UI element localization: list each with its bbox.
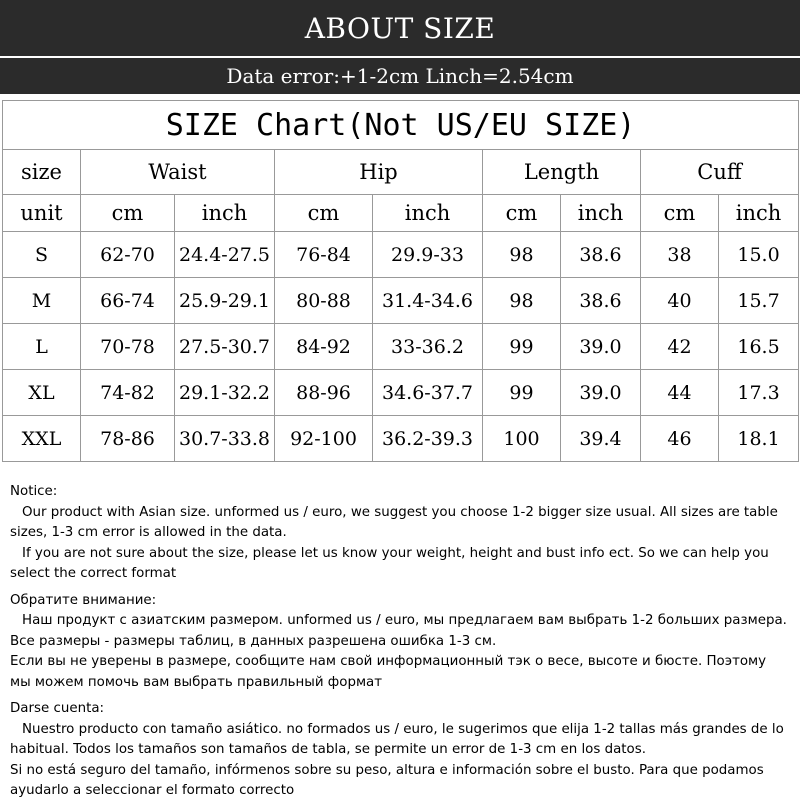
table-cell: 80-88 (275, 278, 373, 324)
table-row (3, 370, 799, 416)
size-chart-title: SIZE Chart(Not US/EU SIZE) (3, 101, 799, 150)
notice-es-paragraph: Nuestro producto con tamaño asiático. no formados us / euro, le sugerimos que elija 1-2 tallas más grandes de lo habitual. Todos los tamaños son tamaños de tabla, se permite un error de 1-3 cm en los datos. (10, 721, 784, 757)
notice-en-paragraph: If you are not sure about the size, please let us know your weight, height and bust info ect. So we can help you select the correct format (10, 545, 769, 581)
table-row (3, 324, 799, 370)
table-cell: 98 (483, 232, 561, 278)
about-size-banner (0, 0, 800, 56)
table-cell: 31.4-34.6 (373, 278, 483, 324)
header-cuff: Cuff (641, 150, 799, 195)
table-cell: 98 (483, 278, 561, 324)
table-cell: 33-36.2 (373, 324, 483, 370)
table-cell: M (3, 278, 81, 324)
table-unit-row (3, 195, 799, 232)
table-cell: 24.4-27.5 (175, 232, 275, 278)
table-cell: 99 (483, 370, 561, 416)
table-header-row (3, 150, 799, 195)
table-cell: 30.7-33.8 (175, 416, 275, 462)
table-cell: 40 (641, 278, 719, 324)
notice-ru-heading: Обратите внимание: (10, 592, 157, 608)
header-waist: Waist (81, 150, 275, 195)
table-row (3, 278, 799, 324)
notice-es-paragraph: Si no está seguro del tamaño, infórmenos sobre su peso, altura e información sobre el busto. Para que podamos ayudarlo a seleccionar el formato correcto (10, 762, 764, 798)
table-cell: 15.7 (719, 278, 799, 324)
table-cell: 25.9-29.1 (175, 278, 275, 324)
table-cell: 46 (641, 416, 719, 462)
table-cell: 39.4 (561, 416, 641, 462)
table-cell: 29.9-33 (373, 232, 483, 278)
table-cell: 36.2-39.3 (373, 416, 483, 462)
table-cell: 100 (483, 416, 561, 462)
unit-cell: inch (373, 195, 483, 232)
header-length: Length (483, 150, 641, 195)
table-cell: 42 (641, 324, 719, 370)
unit-cell: cm (483, 195, 561, 232)
table-cell: 62-70 (81, 232, 175, 278)
table-cell: XL (3, 370, 81, 416)
header-hip: Hip (275, 150, 483, 195)
size-chart-table (2, 100, 799, 462)
table-cell: 88-96 (275, 370, 373, 416)
table-cell: 16.5 (719, 324, 799, 370)
table-cell: 39.0 (561, 324, 641, 370)
unit-cell: cm (275, 195, 373, 232)
table-cell: 39.0 (561, 370, 641, 416)
notice-ru-paragraph: Если вы не уверены в размере, сообщите нам свой информационный тэк о весе, высоте и бюсте. Поэтому мы можем помочь вам выбрать правильный формат (10, 654, 767, 690)
table-cell: XXL (3, 416, 81, 462)
table-cell: 34.6-37.7 (373, 370, 483, 416)
table-cell: 99 (483, 324, 561, 370)
table-cell: 29.1-32.2 (175, 370, 275, 416)
unit-cell: inch (719, 195, 799, 232)
table-cell: L (3, 324, 81, 370)
page-title: ABOUT SIZE (304, 11, 496, 45)
table-cell: S (3, 232, 81, 278)
unit-cell: cm (81, 195, 175, 232)
data-error-banner (0, 58, 800, 94)
table-cell: 66-74 (81, 278, 175, 324)
table-cell: 38.6 (561, 278, 641, 324)
table-cell: 18.1 (719, 416, 799, 462)
notice-ru-paragraph: Наш продукт с азиатским размером. unformed us / euro, мы предлагаем вам выбрать 1-2 больших размера. Все размеры - размеры таблиц, в данных разрешена ошибка 1-3 см. (10, 613, 787, 649)
table-cell: 44 (641, 370, 719, 416)
table-cell: 27.5-30.7 (175, 324, 275, 370)
table-cell: 38 (641, 232, 719, 278)
table-cell: 84-92 (275, 324, 373, 370)
table-cell: 70-78 (81, 324, 175, 370)
table-cell: 15.0 (719, 232, 799, 278)
table-cell: 92-100 (275, 416, 373, 462)
table-row (3, 416, 799, 462)
header-size: size (3, 150, 81, 195)
notice-section (10, 482, 790, 802)
table-row (3, 232, 799, 278)
unit-cell: cm (641, 195, 719, 232)
notice-es-heading: Darse cuenta: (10, 701, 105, 716)
table-cell: 76-84 (275, 232, 373, 278)
table-cell: 38.6 (561, 232, 641, 278)
unit-cell: inch (175, 195, 275, 232)
notice-en-paragraph: Our product with Asian size. unformed us / euro, we suggest you choose 1-2 bigger size usual. All sizes are table sizes, 1-3 cm error is allowed in the data. (10, 504, 778, 540)
notice-en-heading: Notice: (10, 484, 58, 499)
table-cell: 78-86 (81, 416, 175, 462)
table-cell: 74-82 (81, 370, 175, 416)
table-cell: 17.3 (719, 370, 799, 416)
unit-cell: inch (561, 195, 641, 232)
data-error-note: Data error:+1-2cm Linch=2.54cm (226, 64, 574, 88)
unit-cell: unit (3, 195, 81, 232)
